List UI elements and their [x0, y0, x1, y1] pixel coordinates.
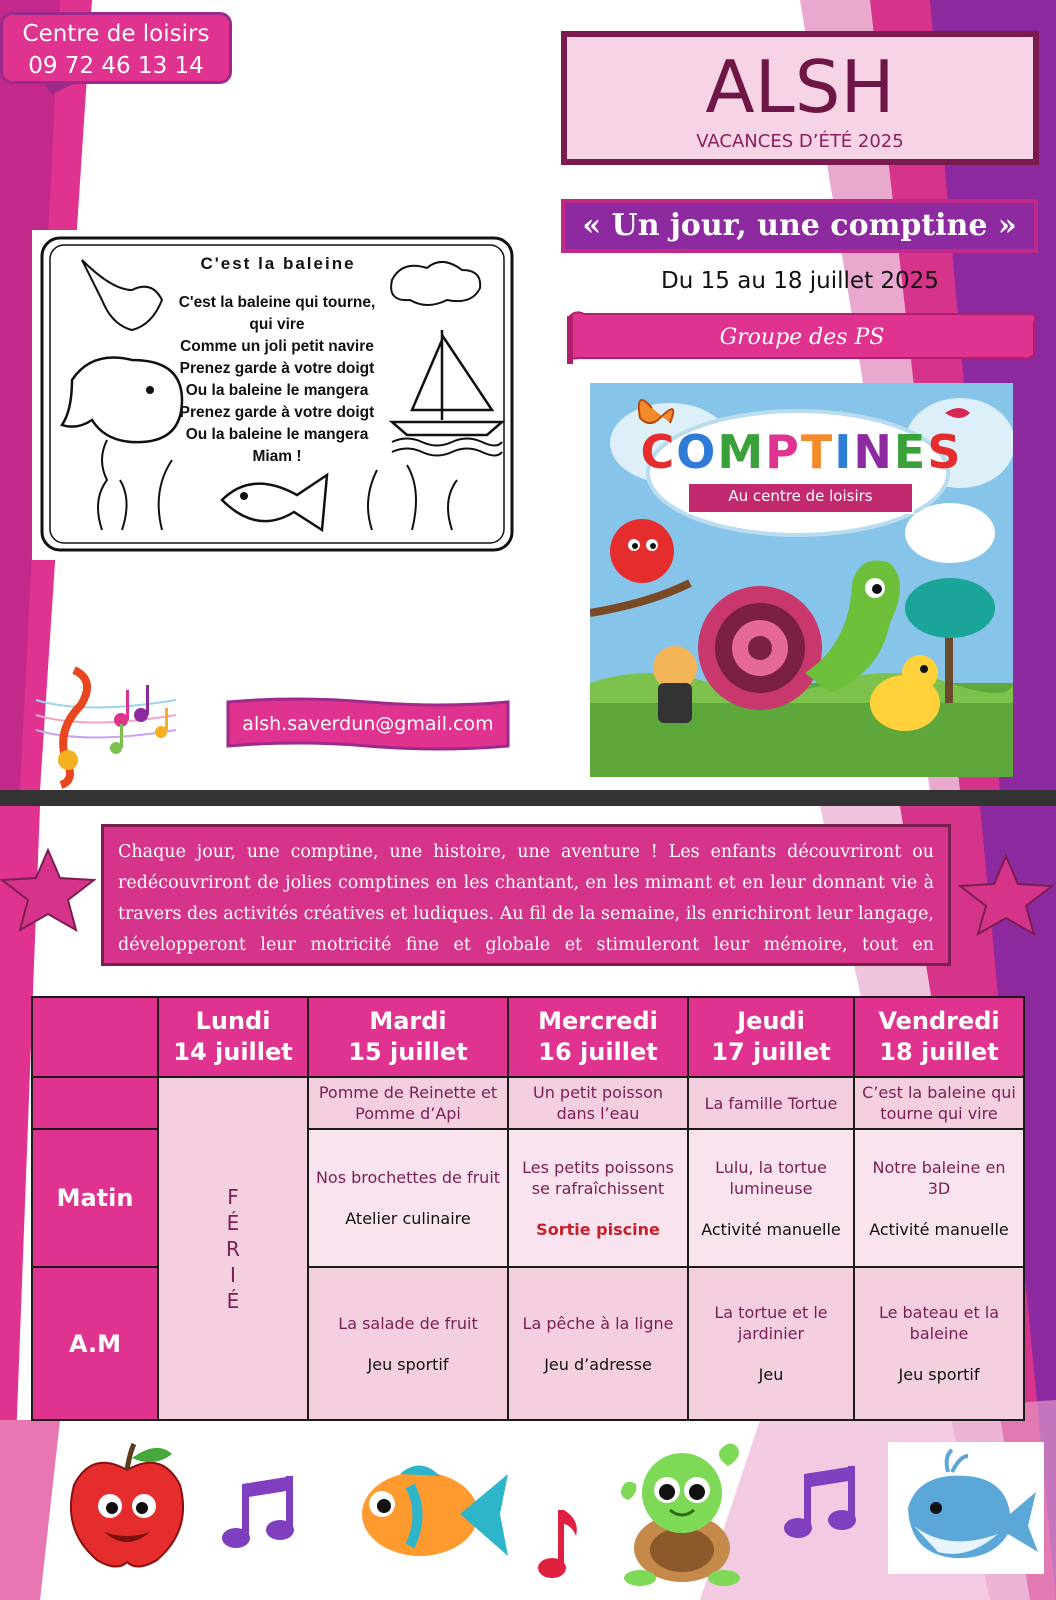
- day-date: 17 juillet: [711, 1038, 831, 1066]
- activity-title: Lulu, la tortue lumineuse: [715, 1157, 827, 1198]
- date-range: Du 15 au 18 juillet 2025: [661, 268, 939, 294]
- comptine-cell: C’est la baleine qui tourne qui vire: [854, 1077, 1024, 1129]
- activity-type: Jeu: [758, 1365, 784, 1384]
- activity-cell: [308, 1129, 508, 1267]
- star-icon: [0, 848, 96, 932]
- theme-banner: « Un jour, une comptine »: [561, 199, 1038, 253]
- fish-icon: [350, 1456, 510, 1568]
- ferie-letter: I: [230, 1262, 236, 1287]
- day-name: Lundi: [195, 1007, 271, 1035]
- book-title: COMPTINES: [640, 425, 963, 479]
- poem-text: [162, 292, 392, 468]
- activity-cell: [854, 1129, 1024, 1267]
- activity-cell: [688, 1129, 854, 1267]
- intro-paragraph: Chaque jour, une comptine, une histoire, une aventure ! Les enfants découvriront ou redécouvriront de jolies comptines en les chantant, en les mimant et en leur donnant vie à travers des activités créatives et ludiques. Au fil de la semaine, ils enrichiront leur langage, développeront leur motricité fine et globale et stimuleront leur mémoire, tout en partageant des moments remplis de joie et de complicité.: [101, 824, 951, 966]
- poem-line: Miam !: [252, 448, 302, 465]
- row-header-empty: [32, 1077, 158, 1129]
- apple-icon: [62, 1440, 192, 1570]
- page-subtitle: VACANCES D’ÉTÉ 2025: [696, 131, 904, 152]
- poem-line: C'est la baleine qui tourne,: [178, 294, 376, 311]
- ferie-cell: [158, 1077, 308, 1420]
- phone-label: Centre de loisirs: [22, 21, 210, 47]
- contact-email[interactable]: alsh.saverdun@gmail.com: [242, 713, 494, 735]
- day-header: [854, 997, 1024, 1077]
- music-note-icon: [536, 1506, 580, 1586]
- comptines-book-cover: [590, 383, 1013, 777]
- row-header-am: A.M: [32, 1267, 158, 1420]
- day-name: Mercredi: [538, 1007, 658, 1035]
- activity-type: Activité manuelle: [701, 1219, 841, 1239]
- phone-number: 09 72 46 13 14: [28, 53, 204, 79]
- activity-type: Jeu sportif: [898, 1365, 980, 1384]
- ferie-letter: R: [226, 1236, 240, 1261]
- activity-cell: [688, 1267, 854, 1420]
- activity-type: Jeu d’adresse: [544, 1354, 652, 1374]
- activity-title: Le bateau et la baleine: [878, 1303, 1000, 1343]
- activity-cell: [508, 1129, 688, 1267]
- activity-title: Les petits poissons se rafraîchissent: [522, 1157, 674, 1198]
- star-icon: [958, 854, 1054, 936]
- poem-line: Prenez garde à votre doigt: [179, 360, 375, 377]
- activity-cell: [308, 1267, 508, 1420]
- day-date: 15 juillet: [348, 1038, 468, 1066]
- activity-type-highlight: Sortie piscine: [536, 1219, 660, 1239]
- day-name: Mardi: [369, 1007, 447, 1035]
- poem-line: Prenez garde à votre doigt: [179, 404, 375, 421]
- turtle-icon: [612, 1438, 752, 1588]
- day-header: [308, 997, 508, 1077]
- day-name: Vendredi: [878, 1007, 1000, 1035]
- table-header-row: [32, 997, 1024, 1077]
- day-name: Jeudi: [737, 1007, 805, 1035]
- day-date: 18 juillet: [879, 1038, 999, 1066]
- poem-title: C'est la baleine: [200, 254, 356, 273]
- ferie-letter: É: [226, 1288, 240, 1313]
- apple-character-icon: [610, 519, 674, 583]
- day-date: 16 juillet: [538, 1038, 658, 1066]
- ferie-letter: F: [227, 1184, 239, 1209]
- ferie-letter: É: [226, 1210, 240, 1235]
- poem-line: qui vire: [249, 316, 305, 333]
- activity-title: Notre baleine en 3D: [872, 1157, 1006, 1198]
- activity-type: Atelier culinaire: [345, 1209, 471, 1228]
- music-notes-icon: [26, 660, 186, 790]
- poem-line: Ou la baleine le mangera: [185, 426, 369, 443]
- activity-title: La salade de fruit: [338, 1313, 478, 1333]
- comptine-cell: La famille Tortue: [688, 1077, 854, 1129]
- activity-title: La tortue et le jardinier: [714, 1303, 828, 1343]
- title-box: [561, 31, 1039, 165]
- day-header: [688, 997, 854, 1077]
- day-header: [508, 997, 688, 1077]
- activity-title: La pêche à la ligne: [522, 1313, 674, 1333]
- day-date: 14 juillet: [173, 1038, 293, 1066]
- music-note-icon: [778, 1462, 864, 1546]
- whale-icon: [888, 1442, 1044, 1574]
- book-subtitle: Au centre de loisirs: [728, 487, 873, 505]
- table-row-comptines: [32, 1077, 1024, 1129]
- row-header-matin: Matin: [32, 1129, 158, 1267]
- comptine-cell: Pomme de Reinette et Pomme d’Api: [308, 1077, 508, 1129]
- activity-type: Jeu sportif: [367, 1354, 449, 1374]
- poem-line: Comme un joli petit navire: [180, 338, 374, 355]
- phone-bubble: [0, 12, 232, 84]
- schedule-table: [31, 996, 1025, 1421]
- phone-bubble-tail: [42, 82, 78, 94]
- music-note-icon: [218, 1474, 300, 1554]
- poem-coloring-page: [32, 230, 524, 560]
- group-label: Groupe des PS: [719, 325, 885, 350]
- poem-line: Ou la baleine le mangera: [185, 382, 369, 399]
- page-title: ALSH: [705, 45, 895, 129]
- day-header: [158, 997, 308, 1077]
- header-empty-cell: [32, 997, 158, 1077]
- comptine-cell: Un petit poisson dans l’eau: [508, 1077, 688, 1129]
- activity-type: Activité manuelle: [869, 1219, 1009, 1239]
- activity-cell: [854, 1267, 1024, 1420]
- activity-cell: [508, 1267, 688, 1420]
- section-divider: [0, 790, 1056, 806]
- activity-title: Nos brochettes de fruit: [315, 1168, 501, 1187]
